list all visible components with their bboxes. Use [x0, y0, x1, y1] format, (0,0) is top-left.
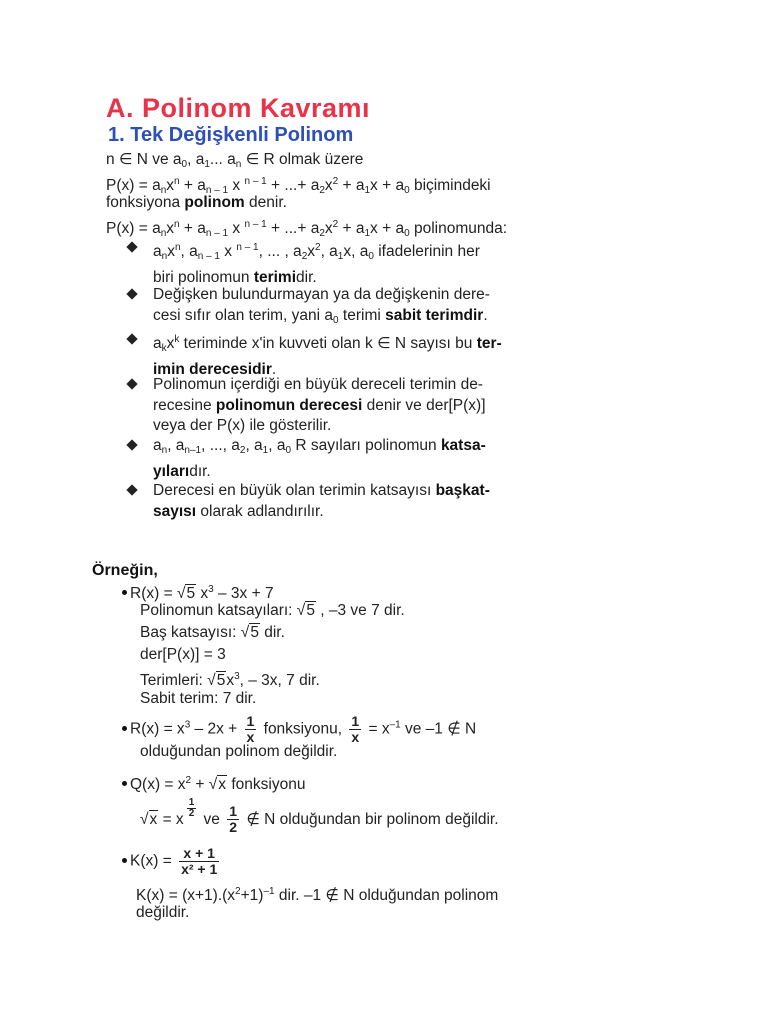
example-r2-conclusion: olduğundan polinom değildir. [140, 743, 338, 760]
example-r2-function: $R(x) = x^3 - 2x$ + $\frac{1}{x}$ fonksiyonu, $\frac{1}{x}$ = $x^{-1}$ ve –1 ∉ N [122, 714, 476, 745]
example-r-polynomial: R(x) = √5 $x^3 - 3x + 7$ [122, 580, 274, 604]
dot-bullet-icon [122, 726, 127, 731]
example-q-function: $Q(x) = x^2 + √x$ fonksiyonu [122, 771, 305, 795]
diamond-bullet-icon [126, 484, 137, 495]
dot-bullet-icon [122, 858, 127, 863]
intro-line-3: fonksiyona polinom denir. [106, 194, 287, 211]
dot-bullet-icon [122, 590, 127, 595]
dot-bullet-icon [122, 781, 127, 786]
polynomial-definition-2: $P(x) = a_nx^n + a_{n - 1}$ x $^{n - 1}$ + ...+ $a_2x^2 + a_1x + a_0$ polinomunda: [106, 219, 508, 239]
intro-line-1: n ∈ N ve $a_0$, $a_1$... $a_n$ ∈ R olmak üzere [106, 151, 364, 170]
diamond-bullet-icon [126, 378, 137, 389]
examples-title: Örneğin, [92, 562, 158, 579]
example-q-conclusion: √x = x $^{\frac{1}{2}}$ ve $\frac{1}{2}$ ∉ N olduğundan bir polinom değildir. [140, 797, 499, 836]
example-r-constant: Sabit terim: 7 dir. [140, 690, 257, 707]
example-r-leading-coefficient: Baş katsayısı: √5 dir. [140, 624, 285, 641]
example-k-conclusion: değildir. [136, 904, 190, 921]
diamond-bullet-icon [126, 439, 137, 450]
section-heading-a: A. Polinom Kavramı [106, 93, 371, 123]
example-r-degree: der[P(x)] = 3 [140, 646, 226, 663]
polynomial-definition: $P(x) = a_nx^n + a_{n - 1}$ x $^{n - 1}$ + ...+ $a_2x^2 + a_1x + a_0$ biçimindeki [106, 176, 491, 196]
diamond-bullet-icon [126, 288, 137, 299]
example-r-terms: Terimleri: $√5x^3$, – 3x, 7 dir. [140, 671, 320, 689]
diamond-bullet-icon [126, 333, 137, 344]
subsection-heading-1: 1. Tek Değişkenli Polinom [108, 124, 354, 146]
example-k-function: K(x) = $\frac{x + 1}{\text{x² + 1}}$ [122, 846, 222, 877]
example-k-rewrite: $K(x) = (x+1).(x^2+1)^{-1}$ dir. –1 ∉ N olduğundan polinom [136, 886, 499, 904]
example-r-coefficients: Polinomun katsayıları: √5 , –3 ve 7 dir. [140, 602, 405, 619]
